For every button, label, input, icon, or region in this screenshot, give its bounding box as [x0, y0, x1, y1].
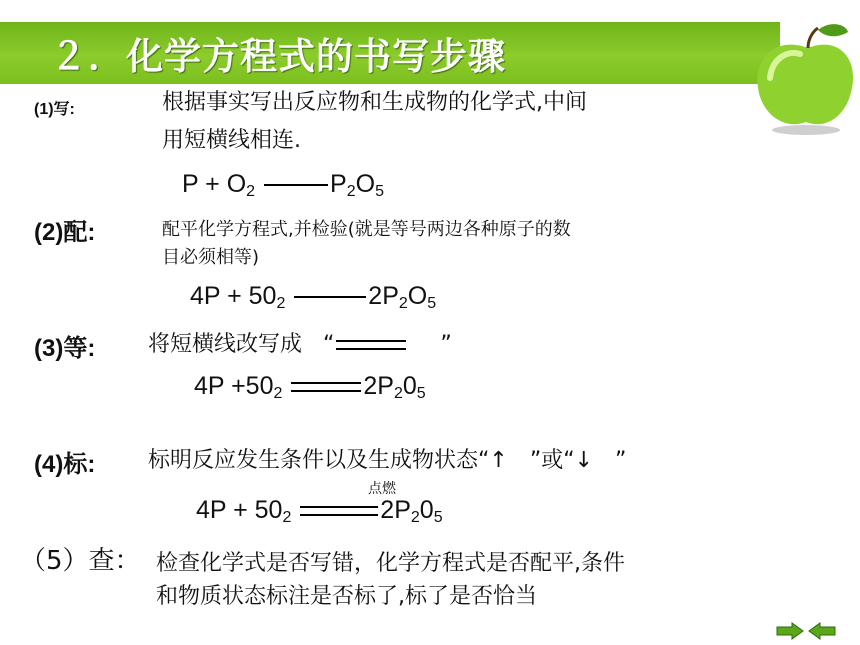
step5-label: （5）查：: [20, 546, 141, 576]
eq1-r1-sub: 2: [346, 183, 356, 200]
step3-double-line: [336, 340, 406, 350]
eq4-r2: 0: [419, 496, 434, 524]
step4-text: 标明反应发生条件以及生成物状态“↑ ”或“↓ ”: [148, 448, 627, 473]
equation-4: [196, 496, 443, 527]
eq3-r1-sub: 2: [393, 385, 403, 402]
equation-3: [194, 372, 426, 403]
step5-line2: 和物质状态标注是否标了,标了是否恰当: [156, 584, 537, 609]
eq3-r1: 2P: [363, 372, 394, 400]
eq3-lhs: 4P +50: [194, 372, 274, 400]
eq3-lhs-sub: 2: [273, 385, 283, 402]
eq4-r2-sub: 5: [433, 509, 443, 526]
eq1-r2: O: [355, 170, 376, 198]
eq3-r2-sub: 5: [416, 385, 426, 402]
eq2-r2-sub: 5: [427, 295, 437, 312]
eq1-lhs-sub: 2: [246, 183, 256, 200]
step3-instruction: 将短横线改写成: [148, 332, 303, 357]
eq3-r2: 0: [402, 372, 417, 400]
eq1-lhs: P + O: [182, 170, 247, 198]
eq1-short-dash: [264, 184, 328, 186]
eq2-r1: 2P: [368, 282, 399, 310]
step2-line2: 目必须相等): [162, 247, 260, 268]
eq1-r1: P: [330, 170, 347, 198]
green-apple-icon: [748, 18, 860, 138]
eq4-equal-sign: [300, 506, 378, 516]
slide-title: ２．化学方程式的书写步骤: [50, 35, 506, 78]
eq2-short-dash: [294, 296, 366, 298]
eq2-lhs-sub: 2: [276, 295, 286, 312]
step4-label: (4)标:: [34, 451, 96, 478]
eq1-r2-sub: 5: [375, 183, 384, 200]
step3-text: [148, 328, 452, 362]
eq2-r2: O: [407, 282, 428, 310]
eq3-equal-sign: [291, 382, 361, 392]
equation-1: [182, 170, 384, 201]
eq4-r1-sub: 2: [410, 509, 420, 526]
eq4-condition: 点燃: [368, 481, 396, 497]
step1-label: (1)写:: [34, 101, 75, 118]
step1-line2: 用短横线相连.: [162, 128, 301, 153]
step1-line1: 根据事实写出反应物和生成物的化学式,中间: [162, 90, 587, 115]
eq4-lhs-sub: 2: [282, 509, 292, 526]
step3-quote-close: ”: [440, 332, 452, 357]
arrow-right-icon[interactable]: [776, 622, 804, 640]
eq4-lhs: 4P + 50: [196, 496, 283, 524]
step2-line1: 配平化学方程式,并检验(就是等号两边各种原子的数: [162, 219, 571, 240]
step3-quote-open: “: [323, 332, 335, 357]
equation-2: [190, 282, 436, 313]
eq2-r1-sub: 2: [398, 295, 408, 312]
eq4-r1: 2P: [380, 496, 411, 524]
arrow-left-icon[interactable]: [808, 622, 836, 640]
step3-label: (3)等:: [34, 335, 96, 362]
step5-line1: 检查化学式是否写错，化学方程式是否配平,条件: [156, 551, 625, 576]
eq2-lhs: 4P + 50: [190, 282, 277, 310]
step2-label: (2)配:: [34, 219, 96, 246]
